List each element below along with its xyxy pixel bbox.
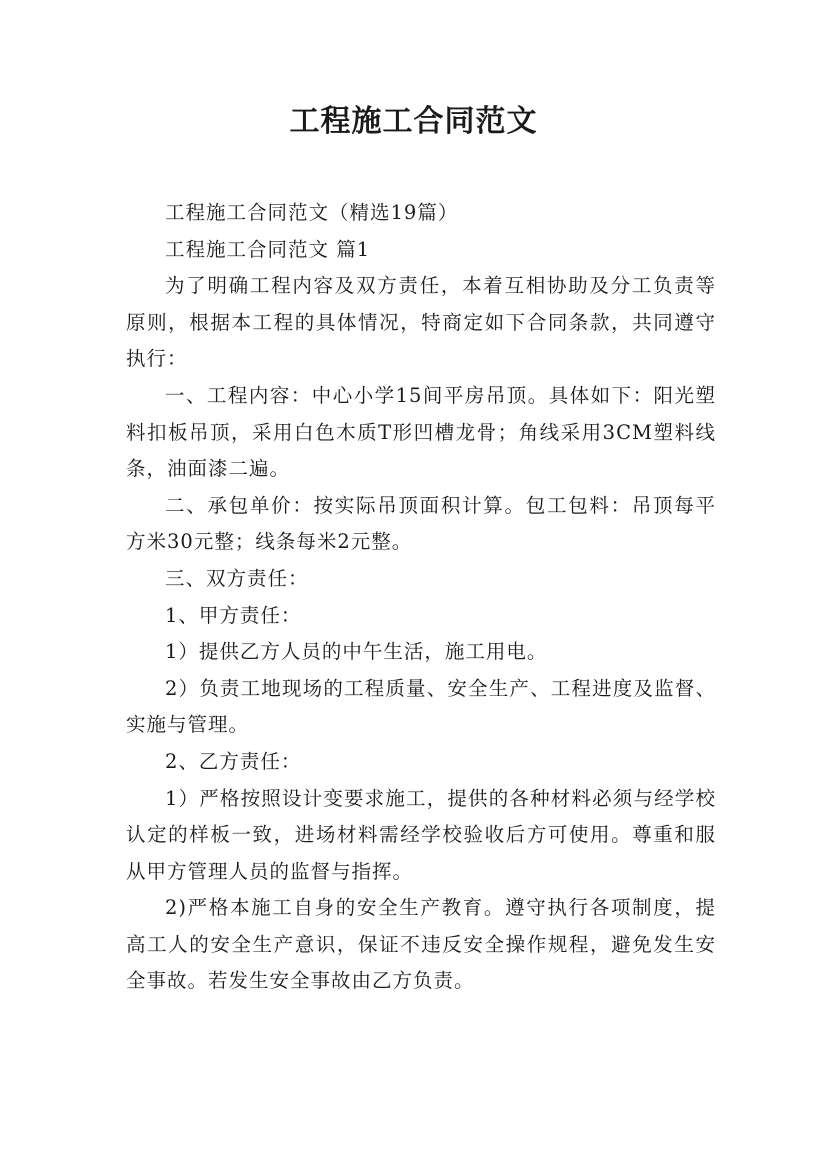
paragraph-subtitle: 工程施工合同范文（精选19篇） — [165, 201, 459, 224]
paragraph-clause-3: 三、双方责任： — [165, 566, 309, 590]
paragraph-party-a-item-1: 1）提供乙方人员的中午生活，施工用电。 — [165, 640, 548, 664]
document-title: 工程施工合同范文 — [289, 104, 538, 139]
paragraph-party-b-heading: 2、乙方责任： — [165, 749, 302, 773]
paragraph-clause-1: 一、工程内容：中心小学15间平房吊顶。具体如下：阳光塑料扣板吊顶，采用白色木质T形凹槽龙骨；角线采用3CM塑料线条，油面漆二遍。 — [126, 383, 716, 481]
paragraph-party-a-heading: 1、甲方责任： — [165, 603, 302, 627]
paragraph-party-b-item-2: 2)严格本施工自身的安全生产教育。遵守执行各项制度，提高工人的安全生产意识，保证不违反安全操作规程，避免发生安全事故。若发生安全事故由乙方负责。 — [126, 896, 716, 993]
paragraph-clause-2: 二、承包单价：按实际吊顶面积计算。包工包料：吊顶每平方米30元整；线条每米2元整。 — [126, 493, 716, 554]
paragraph-intro: 为了明确工程内容及双方责任，本着互相协助及分工负责等原则，根据本工程的具体情况，特商定如下合同条款，共同遵守执行： — [126, 274, 716, 371]
document-body — [126, 195, 716, 1000]
paragraph-section-heading: 工程施工合同范文 篇1 — [165, 237, 371, 261]
paragraph-party-a-item-2: 2）负责工地现场的工程质量、安全生产、工程进度及监督、实施与管理。 — [126, 676, 716, 737]
paragraph-party-b-item-1: 1）严格按照设计变要求施工，提供的各种材料必须与经学校认定的样板一致，进场材料需经学校验收后方可使用。尊重和服从甲方管理人员的监督与指挥。 — [126, 786, 716, 883]
